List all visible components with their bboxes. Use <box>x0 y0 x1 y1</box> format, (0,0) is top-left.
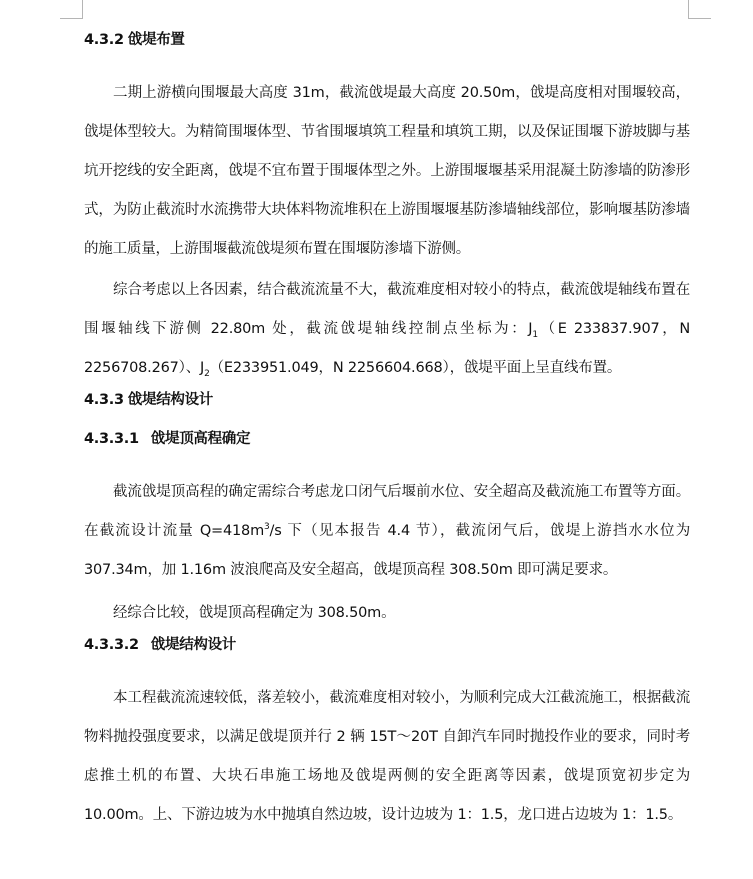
crop-mark-top-left <box>60 0 83 19</box>
crop-mark-top-right <box>688 0 711 19</box>
paragraph-crest-elevation: 截流戗堤顶高程的确定需综合考虑龙口闭气后堰前水位、安全超高及截流施工布置等方面。在截流设计流量 $Q=418m^3/s$ 下（见本报告 4.4 节），截流闭气后，戗堤上游挡水水位为 307.34m，加 1.16m 波浪爬高及安全超高，戗堤顶高程 308.50m 即可满足要求。 <box>84 484 690 578</box>
heading-4-3-3 <box>84 390 690 410</box>
paragraph-axis-coordinates: 综合考虑以上各因素，结合截流流量不大，截流难度相对较小的特点，截流戗堤轴线布置在围堰轴线下游侧 22.80m 处，截流戗堤轴线控制点坐标为：$J_1(E$ 233837.907，N 2256708.267）、$J_2(E233951.049$，N 2256604.668），戗堤平面上呈直线布置。 <box>84 282 690 379</box>
paragraph-structure-design: 本工程截流流速较低，落差较小，截流难度相对较小，为顺利完成大江截流施工，根据截流物料抛投强度要求，以满足戗堤顶并行 2 辆 15T～20T 自卸汽车同时抛投作业的要求，同时考虑推土机的布置、大块石串施工场地及戗堤两侧的安全距离等因素，戗堤顶宽初步定为 10.00m。上、下游边坡为水中抛填自然边坡，设计边坡为 1：1.5，龙口进占边坡为 1：1.5。 <box>84 690 690 823</box>
heading-number: 4.3.3.1 <box>84 431 139 447</box>
heading-4-3-2 <box>84 30 690 50</box>
heading-title: 戗堤结构设计 <box>150 637 236 653</box>
document-body <box>84 30 690 835</box>
heading-number: 4.3.3 <box>84 392 124 408</box>
paragraph-crest-conclusion: 经综合比较，戗堤顶高程确定为 308.50m。 <box>113 605 396 621</box>
heading-title: 戗堤布置 <box>127 32 185 48</box>
heading-4-3-3-2 <box>84 635 690 655</box>
heading-4-3-3-1 <box>84 429 690 449</box>
paragraph-levee-layout: 二期上游横向围堰最大高度 31m，截流戗堤最大高度 20.50m，戗堤高度相对围堰较高，戗堤体型较大。为精简围堰体型、节省围堰填筑工程量和填筑工期，以及保证围堰下游坡脚与基坑开挖线的安全距离，戗堤不宜布置于围堰体型之外。上游围堰堰基采用混凝土防渗墙的防渗形式，为防止截流时水流携带大块体料物流堆积在上游围堰堰基防渗墙轴线部位，影响堰基防渗墙的施工质量，上游围堰截流戗堤须布置在围堰防渗墙下游侧。 <box>84 85 690 257</box>
heading-title: 戗堤顶高程确定 <box>150 431 251 447</box>
heading-number: 4.3.3.2 <box>84 637 139 653</box>
heading-title: 戗堤结构设计 <box>127 392 213 408</box>
heading-number: 4.3.2 <box>84 32 124 48</box>
